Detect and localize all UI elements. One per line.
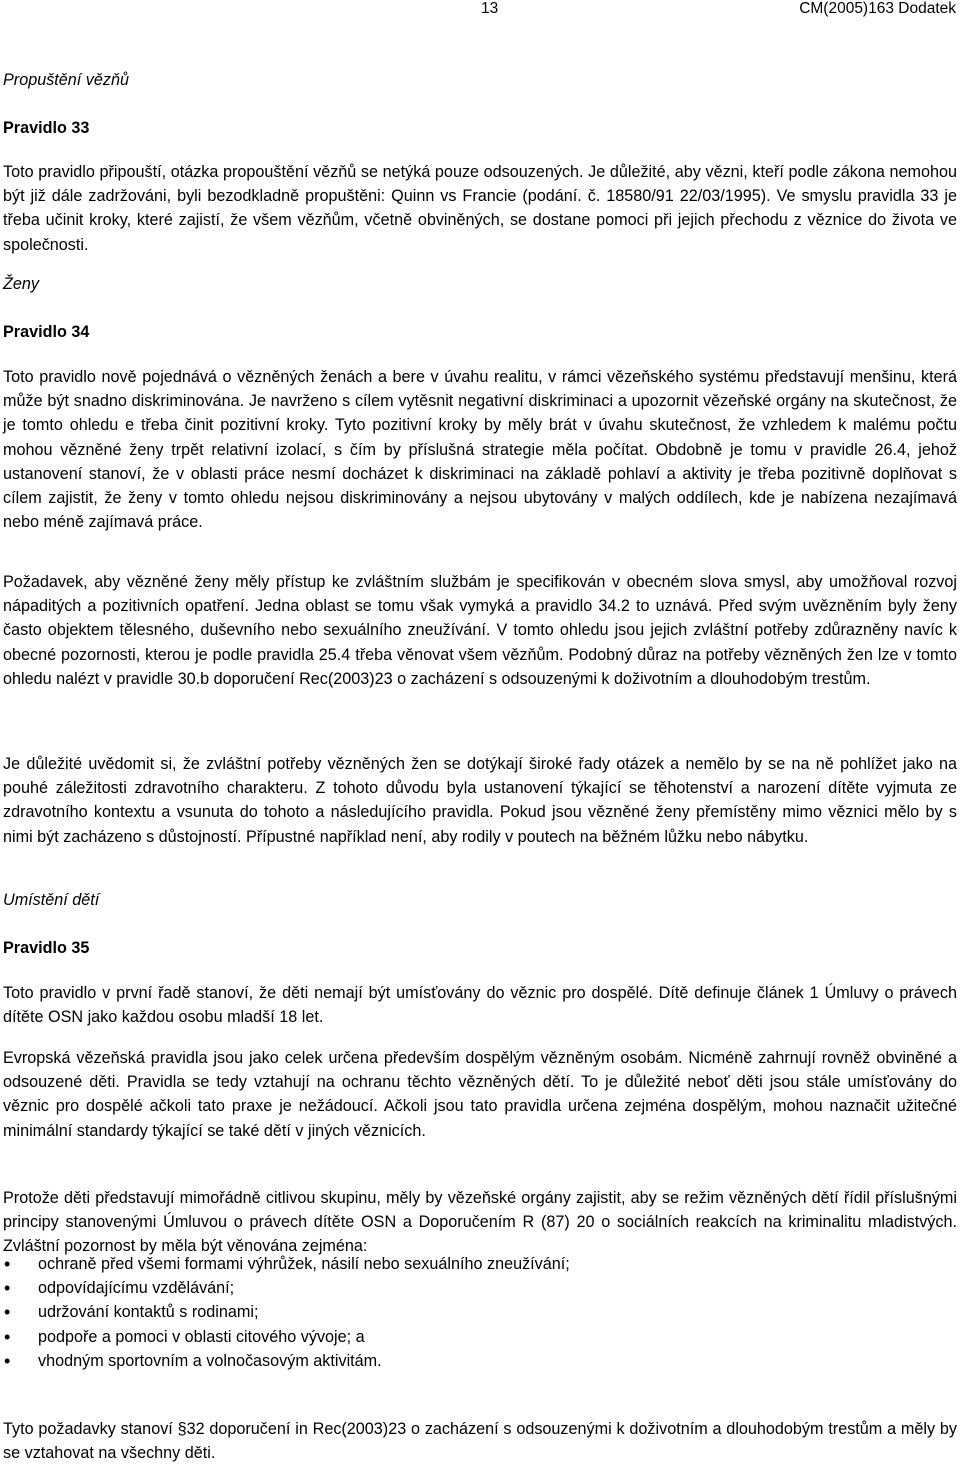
paragraph-rule-34-3: Je důležité uvědomit si, že zvláštní potřeby vězněných žen se dotýkají široké řady otázek a nemělo by se na ně pohlížet jako na pouhé záležitosti zdravotního charakteru. Z tohoto důvodu byla ustanovení týkající se těhotenství a narození dítěte vyjmuta ze zdravotního kontextu a vsunuta do tohoto a následujícího pravidla. Pokud jsou vězněné ženy přemístěny mimo věznici mělo by s nimi být zacházeno s důstojností. Přípustné například není, aby rodily v poutech na běžném lůžku nebo nábytku. [3,755,957,846]
rule-title-35: Pravidlo 35 [3,939,90,957]
page-number: 13 [481,0,499,17]
paragraph-rule-34-2: Požadavek, aby vězněné ženy měly přístup ke zvláštním službám je specifikován v obecném slova smysl, aby umožňoval rozvoj nápaditých a pozitivních opatření. Jedna oblast se tomu však vymyká a pravidlo 34.2 to uznává. Před svým uvězněním byly ženy často objektem tělesného, duševního nebo sexuálního zneužívání. V tomto ohledu jsou jejich zvláštní potřeby zdůrazněny navíc k obecné pozornosti, kterou je podle pravidla 25.4 třeba věnovat všem vězňům. Podobný důraz na potřeby vězněných žen lze v tomto ohledu nalézt v pravidle 30.b doporučení Rec(2003)23 o zacházení s odsouzenými k doživotním a dlouhodobým trestům. [3,573,957,688]
paragraph-rule-35-1: Toto pravidlo v první řadě stanoví, že děti nemají být umísťovány do věznic pro dospělé. Dítě definuje článek 1 Úmluvy o právech dítěte OSN jako každou osobu mladší 18 let. [3,984,957,1027]
list-item: • vhodným sportovním a volnočasovým aktivitám. [3,1349,957,1373]
list-item: • udržování kontaktů s rodinami; [3,1300,957,1324]
paragraph-rule-35-3: Protože děti představují mimořádně citlivou skupinu, měly by vězeňské orgány zajistit, aby se režim vězněných dětí řídil příslušnými principy stanovenými Úmluvou o právech dítěte OSN a Doporučením R (87) 20 o sociálních reakcích na kriminalitu mladistvých. Zvláštní pozornost by měla být věnována zejména: [3,1189,957,1256]
closing-paragraph: Tyto požadavky stanoví §32 doporučení in Rec(2003)23 o zacházení s odsouzenými k doživotním a dlouhodobým trestům a měly by se vztahovat na všechny děti. [3,1420,957,1463]
paragraph-rule-33: Toto pravidlo připouští, otázka propouštění vězňů se netýká pouze odsouzených. Je důležité, aby vězni, kteří podle zákona nemohou být již dále zadržováni, byli bezodkladně propuštěni: Quinn vs Francie (podání. č. 18580/91 22/03/1995). Ve smyslu pravidla 33 je třeba učinit kroky, které zajistí, že všem vězňům, včetně obviněných, se dostane pomoci při jejich přechodu z věznice do života ve společnosti. [3,163,957,254]
section-heading-children: Umístění dětí [3,891,100,909]
paragraph-rule-35-2: Evropská vězeňská pravidla jsou jako celek určena především dospělým vězněným osobám. Nicméně zahrnují rovněž obviněné a odsouzené děti. Pravidla se tedy vztahují na ochranu těchto vězněných dětí. To je důležité neboť děti jsou stále umísťovány do věznic pro dospělé ačkoli tato praxe je nežádoucí. Ačkoli jsou tato pravidla určena zejména dospělým, mohou naznačit užitečné minimální standardy týkající se také dětí v jiných věznicích. [3,1049,957,1140]
list-item: • odpovídajícímu vzdělávání; [3,1276,957,1300]
rule-title-34: Pravidlo 34 [3,323,90,341]
paragraph-rule-34-1: Toto pravidlo nově pojednává o vězněných ženách a bere v úvahu realitu, v rámci vězeňského systému představují menšinu, která může být snadno diskriminována. Je navrženo s cílem vytěsnit negativní diskriminaci a upozornit vězeňské orgány na skutečnost, že je tomto ohledu e třeba činit pozitivní kroky. Tyto pozitivní kroky by měly brát v úvahu skutečnost, že vzhledem k malému počtu mohou vězněné ženy trpět relativní izolací, s čím by příslušná strategie měla počítat. Obdobně je tomu v pravidle 26.4, jehož ustanovení stanoví, že v oblasti práce nesmí docházet k diskriminaci na základě pohlaví a aktivity je třeba pozitivně doplňovat s cílem zajistit, že ženy v tomto ohledu nejsou diskriminovány a nejsou ubytovány v malých oddílech, kde je nabízena nezajímavá nebo méně zajímavá práce. [3,368,957,532]
attention-list [3,1252,957,1373]
rule-title-33: Pravidlo 33 [3,119,90,137]
section-heading-women: Ženy [3,275,39,293]
document-reference: CM(2005)163 Dodatek [799,0,956,17]
list-item: • ochraně před všemi formami výhrůžek, násilí nebo sexuálního zneužívání; [3,1252,957,1276]
section-heading-release: Propuštění vězňů [3,71,129,89]
list-item: • podpoře a pomoci v oblasti citového vývoje; a [3,1325,957,1349]
